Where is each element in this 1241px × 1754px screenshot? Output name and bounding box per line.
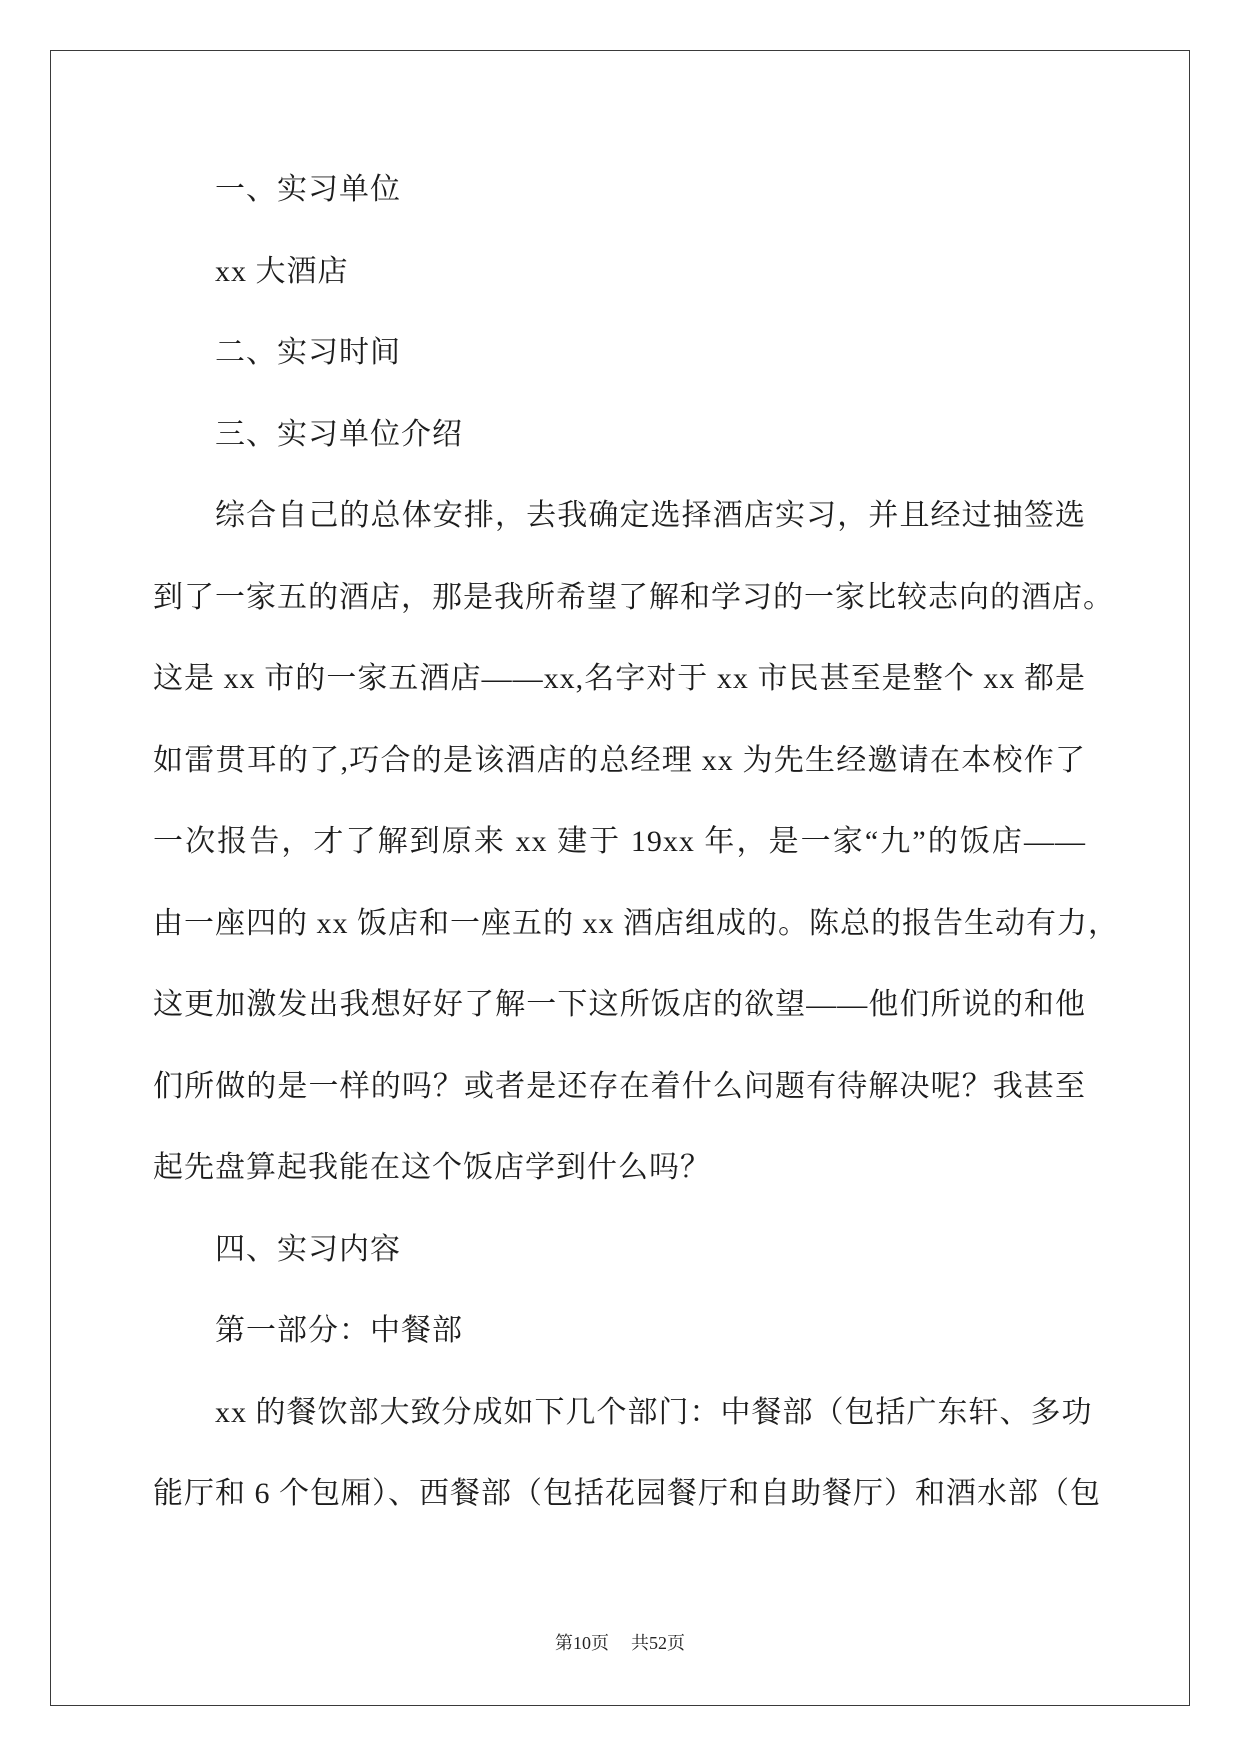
section-heading: 三、实习单位介绍 [215,417,463,451]
document-body [153,149,1119,1535]
page-footer [51,1631,1189,1655]
paragraph-line: 到了一家五的酒店，那是我所希望了解和学习的一家比较志向的酒店。 [153,580,1114,614]
paragraph-line: 们所做的是一样的吗？或者是还存在着什么问题有待解决呢？我甚至 [153,1069,1086,1103]
paragraph-line: xx 的餐饮部大致分成如下几个部门：中餐部（包括广东轩、多功 [215,1395,1093,1429]
paragraph-line: 由一座四的 xx 饭店和一座五的 xx 酒店组成的。陈总的报告生动有力， [153,906,1119,940]
section-heading: 四、实习内容 [215,1232,401,1266]
paragraph-line: 这是 xx 市的一家五酒店——xx,名字对于 xx 市民甚至是整个 xx 都是 [153,662,1086,695]
section-heading: 一、实习单位 [215,173,401,206]
page-number-current: 第10页 [555,1633,609,1653]
subsection-heading: 第一部分：中餐部 [215,1314,463,1347]
page-count-total: 共52页 [631,1633,685,1653]
section-heading: 二、实习时间 [215,336,401,369]
paragraph-line: xx 大酒店 [215,254,349,288]
page-border [50,50,1190,1706]
paragraph-line: 能厅和 6 个包厢）、西餐部（包括花园餐厅和自助餐厅）和酒水部（包 [153,1477,1101,1510]
paragraph-line: 一次报告，才了解到原来 xx 建于 19xx 年，是一家“九”的饭店—— [153,825,1086,858]
paragraph-line: 如雷贯耳的了,巧合的是该酒店的总经理 xx 为先生经邀请在本校作了 [153,743,1086,777]
paragraph-line: 起先盘算起我能在这个饭店学到什么吗？ [153,1151,711,1184]
paragraph-line: 这更加激发出我想好好了解一下这所饭店的欲望——他们所说的和他 [153,988,1086,1021]
paragraph-line: 综合自己的总体安排，去我确定选择酒店实习，并且经过抽签选 [215,499,1086,532]
